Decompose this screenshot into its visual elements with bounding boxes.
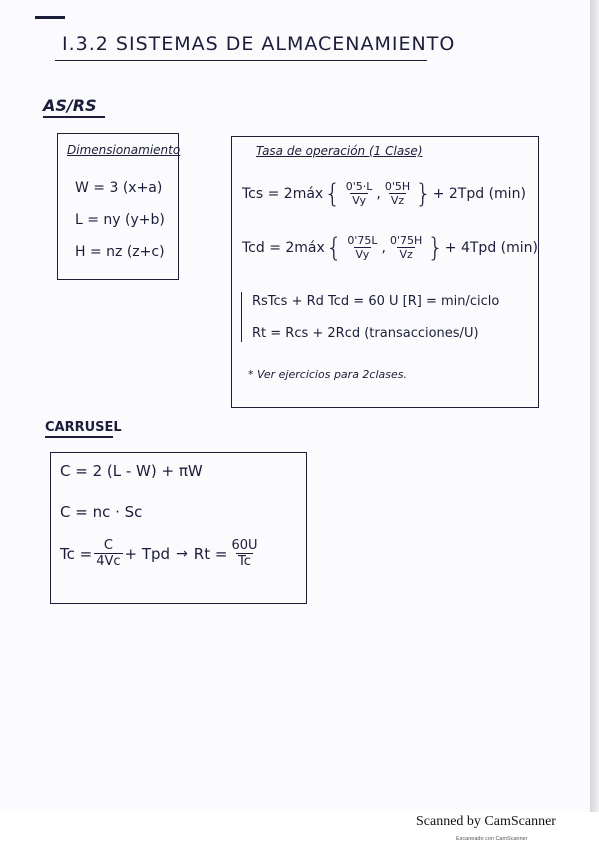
asrs-heading: AS/RS: [43, 96, 97, 115]
tcd-frac1-den: Vy: [355, 248, 370, 261]
tcd-fraction-1: [345, 234, 379, 261]
rt-frac-den: Tc: [238, 554, 251, 569]
formula-w: W = 3 (x+a): [75, 180, 163, 196]
system-brace: [241, 292, 248, 342]
scanner-watermark-sub: Escaneado con CamScanner: [456, 836, 528, 842]
bracket-open: {: [325, 232, 343, 263]
tcs-fraction-2: [383, 180, 412, 207]
tcd-frac1-num: 0'75L: [347, 234, 378, 247]
carrusel-underline: [45, 436, 113, 438]
tcd-lhs: Tcd = 2máx: [242, 239, 325, 256]
tcs-frac2-num: 0'5H: [384, 180, 411, 193]
arrow-icon: →: [176, 545, 188, 562]
formula-tc: [60, 538, 262, 569]
rt-fraction: [229, 538, 259, 569]
bracket-close: }: [415, 178, 432, 209]
formula-c-count: C = nc · Sc: [60, 503, 143, 521]
formula-tcs: [242, 180, 526, 207]
tcs-lhs: Tcs = 2máx: [242, 185, 324, 202]
tcd-frac2-num: 0'75H: [389, 234, 423, 247]
tc-mid: + Tpd: [124, 544, 171, 563]
page-edge-shadow: [590, 0, 599, 848]
formula-l: L = ny (y+b): [75, 212, 165, 228]
rt-lhs: Rt =: [193, 544, 228, 563]
scanner-watermark: Scanned by CamScanner: [416, 814, 556, 829]
formula-c-length: C = 2 (L - W) + πW: [60, 462, 203, 480]
exercise-note: * Ver ejercicios para 2clases.: [248, 368, 407, 381]
formula-tcd: [242, 234, 538, 261]
formula-h: H = nz (z+c): [75, 244, 165, 260]
tc-frac-num: C: [103, 538, 113, 553]
tcd-fraction-2: [388, 234, 424, 261]
operation-heading: Tasa de operación (1 Clase): [256, 144, 423, 158]
bracket-close: }: [427, 232, 444, 263]
tcs-frac2-den: Vz: [390, 194, 405, 207]
system-equation-2: Rt = Rcs + 2Rcd (transacciones/U): [252, 326, 479, 341]
system-equation-1: RsTcs + Rd Tcd = 60 U [R] = min/ciclo: [252, 294, 500, 309]
comma: ,: [381, 239, 386, 256]
tcs-frac1-den: Vy: [352, 194, 366, 207]
tcs-fraction-1: [344, 180, 375, 207]
tcs-frac1-num: 0'5·L: [345, 180, 373, 193]
comma: ,: [376, 185, 381, 202]
rt-frac-num: 60U: [231, 538, 258, 553]
title-underline: [55, 60, 427, 61]
tc-frac-den: 4Vc: [96, 554, 121, 569]
asrs-underline: [43, 116, 105, 118]
tc-fraction: [94, 538, 122, 569]
dimensioning-heading: Dimensionamiento: [67, 143, 181, 157]
page-title: I.3.2 SISTEMAS DE ALMACENAMIENTO: [62, 33, 456, 55]
tc-lhs: Tc =: [60, 544, 93, 563]
bracket-open: {: [324, 178, 341, 209]
carrusel-heading: CARRUSEL: [45, 420, 122, 435]
tcd-rhs: + 4Tpd (min): [444, 239, 538, 256]
tcd-frac2-den: Vz: [399, 248, 413, 261]
tcs-rhs: + 2Tpd (min): [432, 185, 526, 202]
top-mark: [35, 16, 65, 19]
